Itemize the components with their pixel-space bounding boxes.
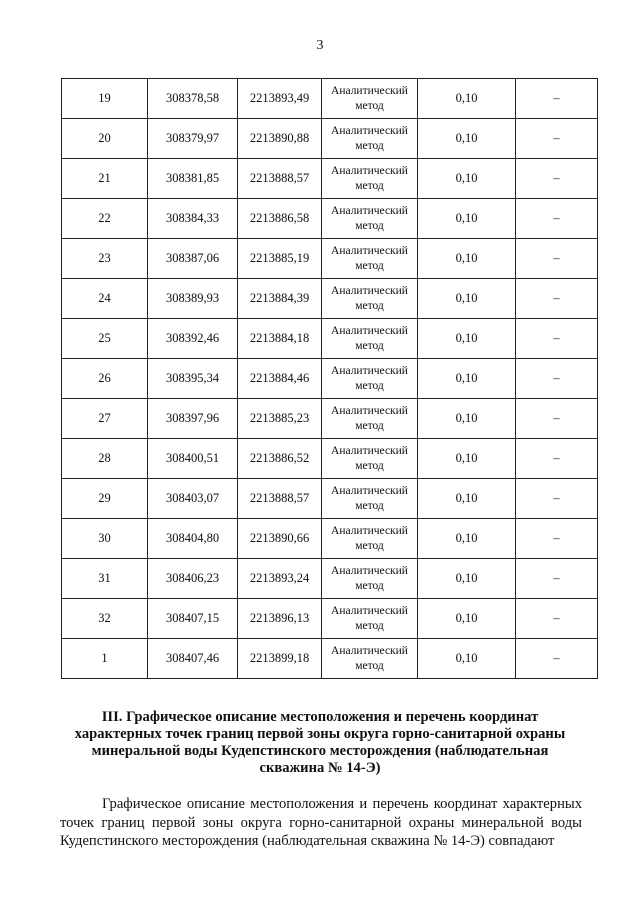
point-number-cell: 21 bbox=[62, 159, 148, 199]
note-cell: – bbox=[516, 479, 598, 519]
coord-x-cell: 308406,23 bbox=[148, 559, 238, 599]
coord-y-cell: 2213888,57 bbox=[238, 479, 322, 519]
note-cell: – bbox=[516, 159, 598, 199]
coord-y-cell: 2213890,88 bbox=[238, 119, 322, 159]
note-cell: – bbox=[516, 519, 598, 559]
note-cell: – bbox=[516, 359, 598, 399]
coord-x-cell: 308378,58 bbox=[148, 79, 238, 119]
method-cell: Аналитический метод bbox=[322, 399, 418, 439]
coord-y-cell: 2213890,66 bbox=[238, 519, 322, 559]
coord-x-cell: 308407,46 bbox=[148, 639, 238, 679]
table-row bbox=[62, 479, 598, 519]
coord-x-cell: 308387,06 bbox=[148, 239, 238, 279]
coord-x-cell: 308379,97 bbox=[148, 119, 238, 159]
error-cell: 0,10 bbox=[418, 639, 516, 679]
point-number-cell: 19 bbox=[62, 79, 148, 119]
point-number-cell: 30 bbox=[62, 519, 148, 559]
note-cell: – bbox=[516, 599, 598, 639]
method-cell: Аналитический метод bbox=[322, 319, 418, 359]
error-cell: 0,10 bbox=[418, 399, 516, 439]
note-cell: – bbox=[516, 639, 598, 679]
method-cell: Аналитический метод bbox=[322, 279, 418, 319]
error-cell: 0,10 bbox=[418, 199, 516, 239]
point-number-cell: 22 bbox=[62, 199, 148, 239]
method-cell: Аналитический метод bbox=[322, 639, 418, 679]
coord-x-cell: 308397,96 bbox=[148, 399, 238, 439]
page-number: 3 bbox=[316, 38, 324, 53]
coordinates-table bbox=[61, 78, 598, 679]
note-cell: – bbox=[516, 439, 598, 479]
coord-y-cell: 2213896,13 bbox=[238, 599, 322, 639]
coord-x-cell: 308384,33 bbox=[148, 199, 238, 239]
point-number-cell: 31 bbox=[62, 559, 148, 599]
point-number-cell: 32 bbox=[62, 599, 148, 639]
coord-x-cell: 308404,80 bbox=[148, 519, 238, 559]
error-cell: 0,10 bbox=[418, 559, 516, 599]
error-cell: 0,10 bbox=[418, 319, 516, 359]
method-cell: Аналитический метод bbox=[322, 479, 418, 519]
method-cell: Аналитический метод bbox=[322, 79, 418, 119]
point-number-cell: 25 bbox=[62, 319, 148, 359]
method-cell: Аналитический метод bbox=[322, 159, 418, 199]
coord-x-cell: 308400,51 bbox=[148, 439, 238, 479]
coord-y-cell: 2213893,49 bbox=[238, 79, 322, 119]
error-cell: 0,10 bbox=[418, 239, 516, 279]
table-row bbox=[62, 519, 598, 559]
error-cell: 0,10 bbox=[418, 439, 516, 479]
coord-y-cell: 2213886,58 bbox=[238, 199, 322, 239]
error-cell: 0,10 bbox=[418, 519, 516, 559]
point-number-cell: 1 bbox=[62, 639, 148, 679]
coord-x-cell: 308392,46 bbox=[148, 319, 238, 359]
coord-x-cell: 308381,85 bbox=[148, 159, 238, 199]
point-number-cell: 26 bbox=[62, 359, 148, 399]
method-cell: Аналитический метод bbox=[322, 239, 418, 279]
error-cell: 0,10 bbox=[418, 599, 516, 639]
coord-y-cell: 2213888,57 bbox=[238, 159, 322, 199]
coord-y-cell: 2213886,52 bbox=[238, 439, 322, 479]
error-cell: 0,10 bbox=[418, 359, 516, 399]
coord-y-cell: 2213885,19 bbox=[238, 239, 322, 279]
table-row bbox=[62, 639, 598, 679]
table-row bbox=[62, 199, 598, 239]
table-row bbox=[62, 159, 598, 199]
coord-y-cell: 2213885,23 bbox=[238, 399, 322, 439]
method-cell: Аналитический метод bbox=[322, 199, 418, 239]
error-cell: 0,10 bbox=[418, 119, 516, 159]
point-number-cell: 23 bbox=[62, 239, 148, 279]
note-cell: – bbox=[516, 319, 598, 359]
table-row bbox=[62, 599, 598, 639]
point-number-cell: 24 bbox=[62, 279, 148, 319]
table-row bbox=[62, 359, 598, 399]
coord-x-cell: 308389,93 bbox=[148, 279, 238, 319]
table-row bbox=[62, 79, 598, 119]
note-cell: – bbox=[516, 239, 598, 279]
note-cell: – bbox=[516, 559, 598, 599]
note-cell: – bbox=[516, 399, 598, 439]
section-heading: III. Графическое описание местоположения и перечень координат характерных точек границ первой зоны округа горно-санитарной охраны минеральной воды Кудепстинского месторождения (наблюдательная скважина № 14-Э) bbox=[74, 709, 566, 776]
method-cell: Аналитический метод bbox=[322, 119, 418, 159]
coord-y-cell: 2213884,39 bbox=[238, 279, 322, 319]
point-number-cell: 28 bbox=[62, 439, 148, 479]
note-cell: – bbox=[516, 279, 598, 319]
table-row bbox=[62, 119, 598, 159]
coordinates-table-body bbox=[62, 79, 598, 679]
error-cell: 0,10 bbox=[418, 479, 516, 519]
section-body bbox=[60, 795, 582, 851]
table-row bbox=[62, 399, 598, 439]
table-row bbox=[62, 559, 598, 599]
method-cell: Аналитический метод bbox=[322, 519, 418, 559]
coord-y-cell: 2213893,24 bbox=[238, 559, 322, 599]
coord-x-cell: 308395,34 bbox=[148, 359, 238, 399]
table-row bbox=[62, 439, 598, 479]
error-cell: 0,10 bbox=[418, 159, 516, 199]
coord-x-cell: 308407,15 bbox=[148, 599, 238, 639]
coord-x-cell: 308403,07 bbox=[148, 479, 238, 519]
method-cell: Аналитический метод bbox=[322, 599, 418, 639]
table-row bbox=[62, 279, 598, 319]
method-cell: Аналитический метод bbox=[322, 359, 418, 399]
point-number-cell: 29 bbox=[62, 479, 148, 519]
coord-y-cell: 2213899,18 bbox=[238, 639, 322, 679]
coord-y-cell: 2213884,46 bbox=[238, 359, 322, 399]
note-cell: – bbox=[516, 199, 598, 239]
point-number-cell: 20 bbox=[62, 119, 148, 159]
body-rest: точек границ первой зоны округа горно-санитарной охраны минеральной воды Кудепстинского месторождения (наблюдательная скважина № 14-Э) совпадают bbox=[60, 814, 582, 849]
note-cell: – bbox=[516, 79, 598, 119]
note-cell: – bbox=[516, 119, 598, 159]
error-cell: 0,10 bbox=[418, 279, 516, 319]
method-cell: Аналитический метод bbox=[322, 439, 418, 479]
method-cell: Аналитический метод bbox=[322, 559, 418, 599]
table-row bbox=[62, 319, 598, 359]
point-number-cell: 27 bbox=[62, 399, 148, 439]
table-row bbox=[62, 239, 598, 279]
error-cell: 0,10 bbox=[418, 79, 516, 119]
coord-y-cell: 2213884,18 bbox=[238, 319, 322, 359]
body-first-line: Графическое описание местоположения и перечень координат характерных bbox=[102, 796, 582, 812]
